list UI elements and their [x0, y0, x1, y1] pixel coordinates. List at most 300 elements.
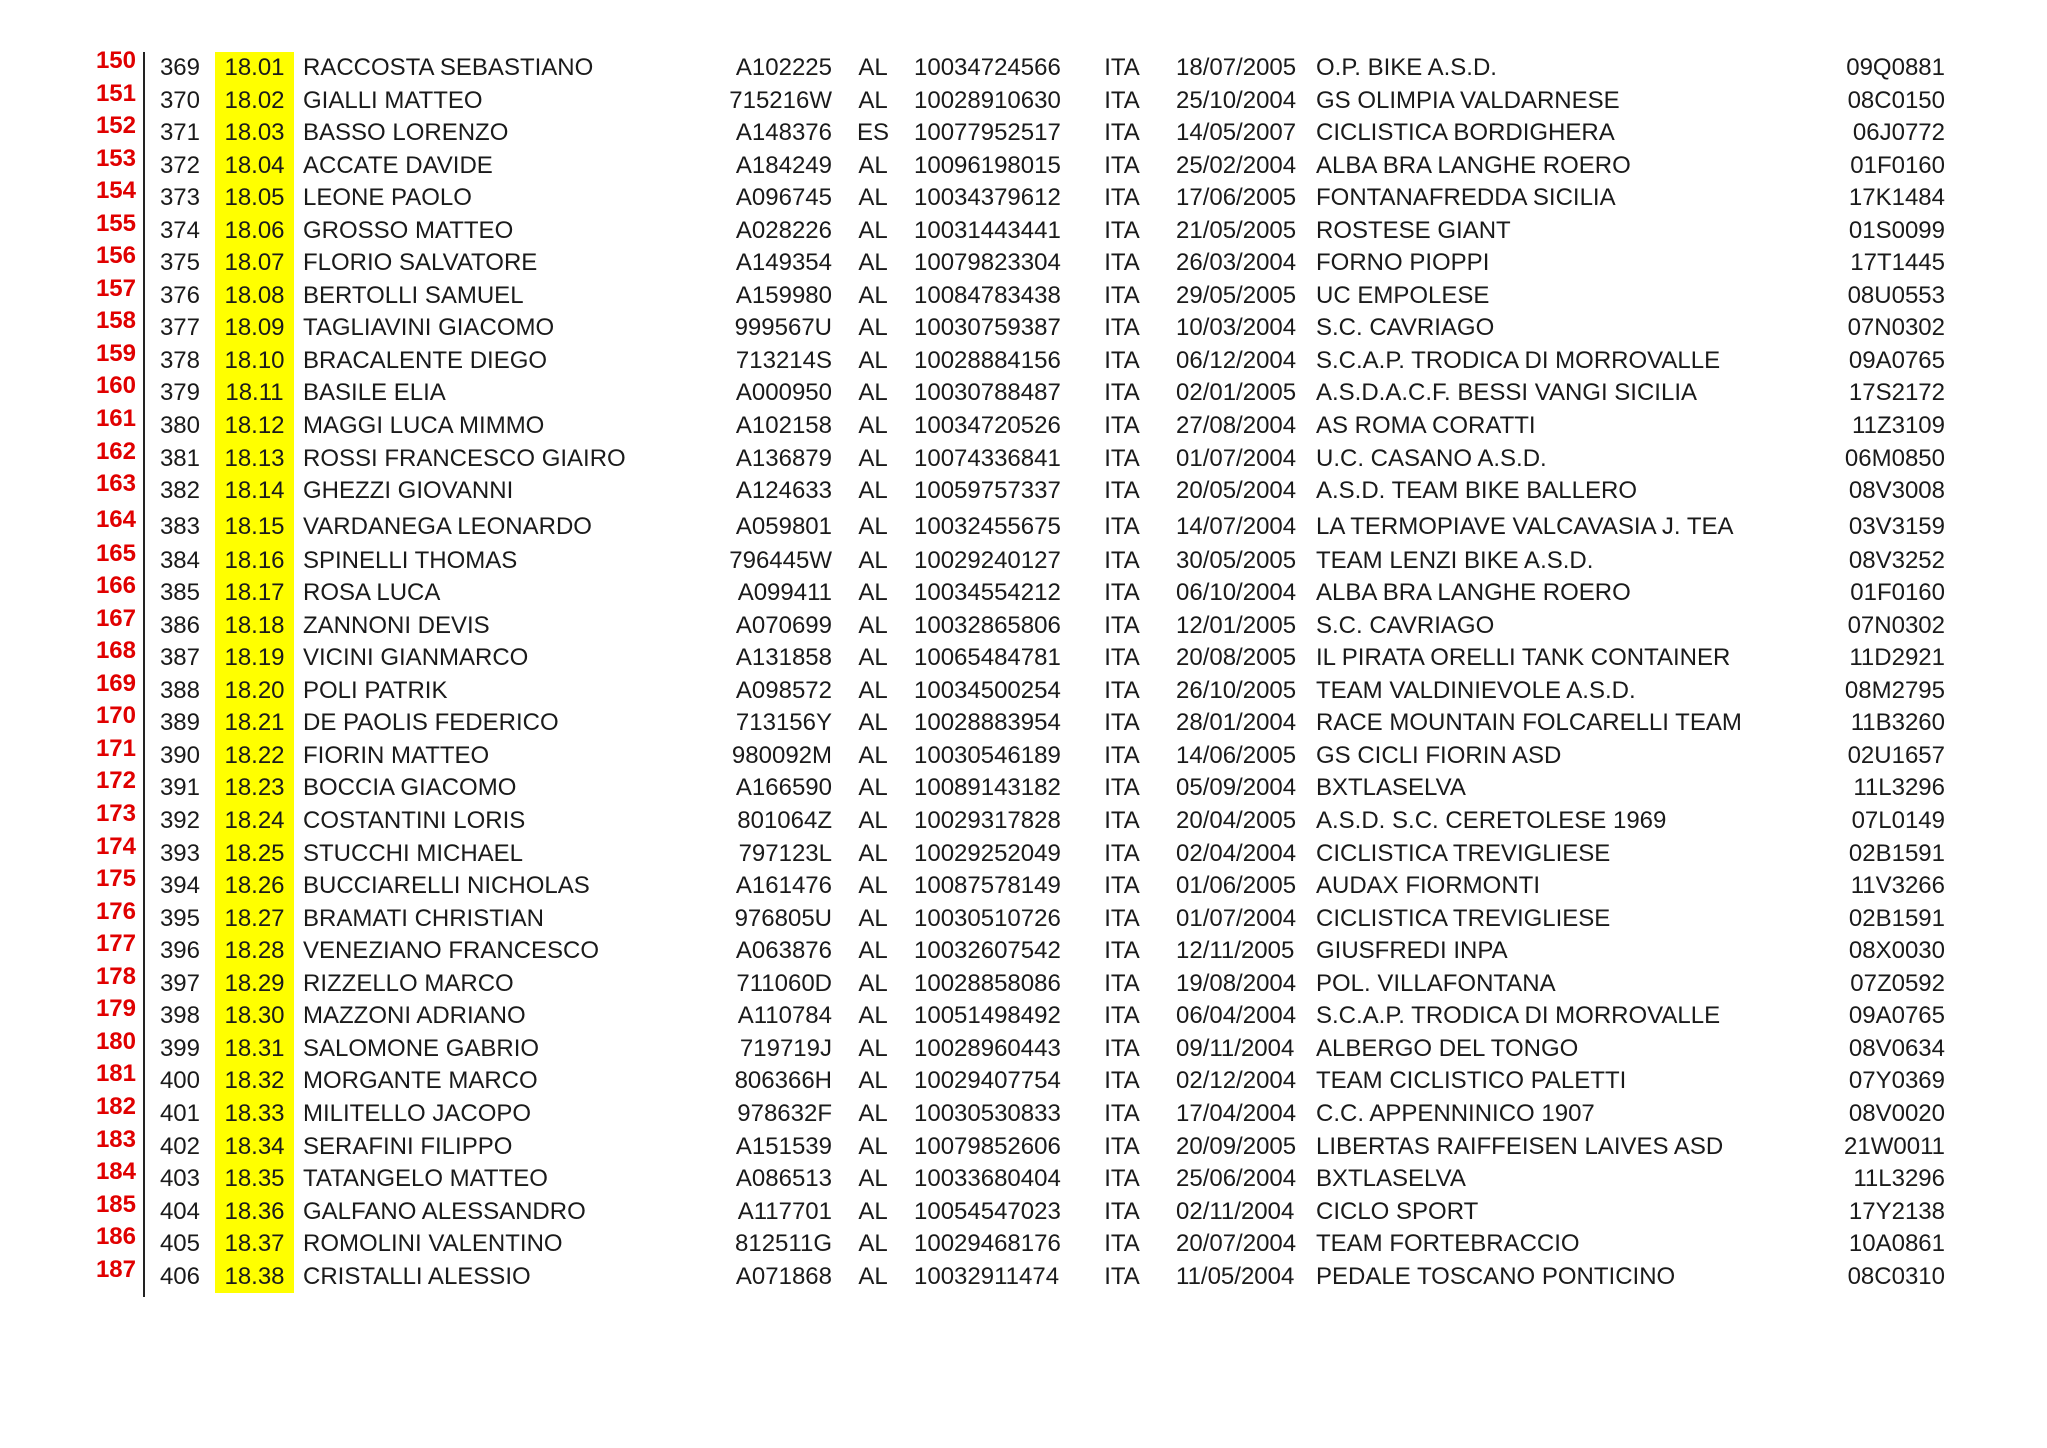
team-name: TEAM CICLISTICO PALETTI: [1316, 1067, 1627, 1095]
birth-date: 20/05/2004: [1176, 477, 1297, 505]
license-code: A166590: [735, 774, 832, 802]
category: AL: [858, 709, 888, 737]
bib-number: 378: [159, 346, 200, 374]
category: AL: [858, 1067, 888, 1095]
table-row: [0, 1027, 2047, 1066]
table-row: [0, 539, 2047, 578]
team-code: 11Z3109: [1852, 412, 1945, 440]
birth-date: 26/10/2005: [1176, 676, 1297, 704]
nationality: ITA: [1104, 216, 1140, 244]
license-code: A124633: [735, 477, 832, 505]
start-time: 18.36: [215, 1196, 294, 1229]
uci-id: 10084783438: [914, 281, 1061, 309]
uci-id: 10028884156: [914, 346, 1061, 374]
team-code: 01S0099: [1848, 216, 1945, 244]
uci-id: 10029240127: [914, 546, 1061, 574]
team-name: FORNO PIOPPI: [1316, 249, 1490, 277]
license-code: A151539: [735, 1132, 832, 1160]
rider-name: BRAMATI CHRISTIAN: [303, 904, 544, 932]
start-time: 18.34: [215, 1131, 294, 1164]
license-code: A117701: [737, 1197, 832, 1225]
birth-date: 20/09/2005: [1176, 1132, 1297, 1160]
category: AL: [858, 412, 888, 440]
team-name: BXTLASELVA: [1316, 774, 1466, 802]
category: AL: [858, 579, 888, 607]
rider-name: VARDANEGA LEONARDO: [303, 512, 592, 540]
rider-name: SPINELLI THOMAS: [303, 546, 518, 574]
rider-name: BASILE ELIA: [303, 379, 446, 407]
bib-number: 391: [159, 774, 200, 802]
nationality: ITA: [1104, 709, 1140, 737]
start-time: 18.28: [215, 935, 294, 968]
category: AL: [858, 1230, 888, 1258]
rider-name: STUCCHI MICHAEL: [303, 839, 524, 867]
bib-number: 393: [159, 839, 200, 867]
birth-date: 12/01/2005: [1176, 611, 1297, 639]
uci-id: 10089143182: [914, 774, 1061, 802]
position-number: 162: [95, 437, 136, 465]
birth-date: 02/12/2004: [1176, 1067, 1297, 1095]
team-name: ROSTESE GIANT: [1316, 216, 1511, 244]
rider-name: ROSA LUCA: [303, 579, 441, 607]
nationality: ITA: [1104, 839, 1140, 867]
uci-id: 10065484781: [914, 644, 1061, 672]
team-code: 11B3260: [1850, 709, 1945, 737]
rider-name: BASSO LORENZO: [303, 119, 509, 147]
nationality: ITA: [1104, 579, 1140, 607]
uci-id: 10032911474: [914, 1262, 1060, 1290]
uci-id: 10028858086: [914, 969, 1061, 997]
start-time: 18.18: [215, 610, 294, 643]
position-number: 183: [95, 1125, 136, 1153]
rider-name: BERTOLLI SAMUEL: [303, 281, 524, 309]
table-row: [0, 669, 2047, 708]
team-code: 17Y2138: [1848, 1197, 1945, 1225]
category: AL: [858, 444, 888, 472]
team-code: 07N0302: [1847, 611, 1945, 639]
team-code: 02B1591: [1848, 839, 1945, 867]
uci-id: 10030759387: [914, 314, 1061, 342]
start-time: 18.35: [215, 1163, 294, 1196]
nationality: ITA: [1104, 119, 1140, 147]
rider-name: FIORIN MATTEO: [303, 741, 490, 769]
license-code: A099411: [737, 579, 832, 607]
table-row: [0, 702, 2047, 740]
team-code: 08V0634: [1848, 1034, 1945, 1062]
team-name: IL PIRATA ORELLI TANK CONTAINER: [1316, 644, 1731, 672]
bib-number: 385: [159, 579, 200, 607]
license-code: A071868: [735, 1262, 832, 1290]
license-code: A149354: [735, 249, 832, 277]
category: AL: [858, 546, 888, 574]
table-row: [0, 832, 2047, 871]
nationality: ITA: [1104, 477, 1140, 505]
position-number: 182: [95, 1092, 136, 1120]
team-name: BXTLASELVA: [1316, 1165, 1466, 1193]
birth-date: 01/07/2004: [1176, 904, 1297, 932]
uci-id: 10029317828: [914, 807, 1061, 835]
birth-date: 01/07/2004: [1176, 444, 1297, 472]
team-code: 08V3008: [1848, 477, 1945, 505]
rider-name: GIALLI MATTEO: [303, 86, 483, 114]
category: AL: [858, 151, 888, 179]
license-code: A096745: [735, 184, 832, 212]
category: AL: [858, 249, 888, 277]
team-code: 08X0030: [1848, 937, 1945, 965]
uci-id: 10074336841: [914, 444, 1061, 472]
license-code: 812511G: [735, 1230, 832, 1258]
category: AL: [858, 314, 888, 342]
birth-date: 21/05/2005: [1176, 216, 1297, 244]
start-time: 18.17: [215, 577, 294, 610]
team-code: 03V3159: [1848, 512, 1945, 540]
rider-name: BOCCIA GIACOMO: [303, 774, 517, 802]
uci-id: 10030530833: [914, 1099, 1061, 1127]
license-code: A070699: [735, 611, 832, 639]
team-name: GS CICLI FIORIN ASD: [1316, 741, 1562, 769]
start-time: 18.06: [215, 215, 294, 248]
birth-date: 06/12/2004: [1176, 346, 1297, 374]
team-name: FONTANAFREDDA SICILIA: [1316, 184, 1616, 212]
rider-name: ACCATE DAVIDE: [303, 151, 493, 179]
nationality: ITA: [1104, 184, 1140, 212]
license-code: 796445W: [729, 546, 832, 574]
start-time: 18.23: [215, 772, 294, 805]
team-code: 07N0302: [1847, 314, 1945, 342]
birth-date: 29/05/2005: [1176, 281, 1297, 309]
team-name: CICLISTICA TREVIGLIESE: [1316, 904, 1611, 932]
category: AL: [858, 379, 888, 407]
category: AL: [858, 872, 888, 900]
uci-id: 10079823304: [914, 249, 1061, 277]
rider-name: GALFANO ALESSANDRO: [303, 1197, 586, 1225]
nationality: ITA: [1104, 872, 1140, 900]
license-code: A136879: [735, 444, 832, 472]
rider-name: POLI PATRIK: [303, 676, 448, 704]
team-code: 07Z0592: [1850, 969, 1945, 997]
table-row: [0, 865, 2047, 903]
position-number: 180: [95, 1027, 136, 1055]
uci-id: 10030546189: [914, 741, 1061, 769]
team-name: LA TERMOPIAVE VALCAVASIA J. TEA: [1316, 512, 1734, 540]
uci-id: 10031443441: [914, 216, 1061, 244]
license-code: A161476: [735, 872, 832, 900]
uci-id: 10029252049: [914, 839, 1061, 867]
table-row: [0, 1223, 2047, 1261]
position-number: 170: [95, 702, 136, 730]
rider-name: MAGGI LUCA MIMMO: [303, 412, 545, 440]
category: AL: [858, 281, 888, 309]
category: AL: [858, 1132, 888, 1160]
table-row: [0, 79, 2047, 118]
start-time: 18.25: [215, 838, 294, 871]
team-name: CICLISTICA TREVIGLIESE: [1316, 839, 1611, 867]
uci-id: 10087578149: [914, 872, 1061, 900]
uci-id: 10079852606: [914, 1132, 1061, 1160]
team-name: S.C.A.P. TRODICA DI MORROVALLE: [1316, 1002, 1721, 1030]
start-time: 18.15: [215, 508, 294, 545]
bib-number: 376: [159, 281, 200, 309]
position-number: 151: [95, 79, 136, 107]
position-number: 184: [95, 1158, 136, 1186]
birth-date: 05/09/2004: [1176, 774, 1297, 802]
team-code: 07Y0369: [1848, 1067, 1945, 1095]
uci-id: 10032455675: [914, 512, 1061, 540]
position-number: 168: [95, 637, 136, 665]
team-name: O.P. BIKE A.S.D.: [1316, 54, 1497, 81]
table-row: [0, 177, 2047, 215]
table-row: [0, 572, 2047, 610]
table-row: [0, 767, 2047, 805]
team-name: S.C. CAVRIAGO: [1316, 611, 1495, 639]
team-code: 10A0861: [1848, 1230, 1945, 1258]
rider-name: TAGLIAVINI GIACOMO: [303, 314, 555, 342]
birth-date: 18/07/2005: [1176, 54, 1297, 81]
rider-name: GHEZZI GIOVANNI: [303, 477, 514, 505]
team-name: ALBA BRA LANGHE ROERO: [1316, 151, 1631, 179]
bib-number: 370: [159, 86, 200, 114]
bib-number: 382: [159, 477, 200, 505]
start-time: 18.20: [215, 675, 294, 708]
start-time: 18.14: [215, 475, 294, 508]
team-code: 09Q0881: [1846, 54, 1945, 81]
team-code: 11V3266: [1850, 872, 1945, 900]
license-code: A063876: [735, 937, 832, 965]
nationality: ITA: [1104, 379, 1140, 407]
table-row: [0, 47, 2047, 85]
position-number: 152: [95, 112, 136, 140]
start-time: 18.26: [215, 870, 294, 903]
birth-date: 14/05/2007: [1176, 119, 1297, 147]
start-time: 18.38: [215, 1261, 294, 1294]
rider-name: CRISTALLI ALESSIO: [303, 1262, 531, 1290]
category: AL: [858, 346, 888, 374]
team-name: A.S.D. S.C. CERETOLESE 1969: [1316, 807, 1667, 835]
start-time: 18.05: [215, 182, 294, 215]
rider-name: ROMOLINI VALENTINO: [303, 1230, 563, 1258]
category: AL: [858, 512, 888, 540]
bib-number: 387: [159, 644, 200, 672]
team-code: 08V0020: [1848, 1099, 1945, 1127]
uci-id: 10029407754: [914, 1067, 1061, 1095]
bib-number: 398: [159, 1002, 200, 1030]
position-number: 169: [95, 669, 136, 697]
position-number: 171: [95, 734, 136, 762]
bib-number: 375: [159, 249, 200, 277]
start-time: 18.13: [215, 443, 294, 476]
category: AL: [858, 1034, 888, 1062]
nationality: ITA: [1104, 1034, 1140, 1062]
start-time: 18.04: [215, 150, 294, 183]
uci-id: 10051498492: [914, 1002, 1061, 1030]
nationality: ITA: [1104, 1002, 1140, 1030]
bib-number: 369: [159, 54, 200, 81]
uci-id: 10032607542: [914, 937, 1061, 965]
start-time: 18.02: [215, 85, 294, 118]
nationality: ITA: [1104, 1197, 1140, 1225]
position-number: 160: [95, 372, 136, 400]
table-row: [0, 1190, 2047, 1229]
birth-date: 06/10/2004: [1176, 579, 1297, 607]
uci-id: 10028883954: [914, 709, 1061, 737]
team-code: 17S2172: [1848, 379, 1945, 407]
license-code: A131858: [735, 644, 832, 672]
rider-name: MAZZONI ADRIANO: [303, 1002, 526, 1030]
uci-id: 10029468176: [914, 1230, 1061, 1258]
license-code: 797123L: [738, 839, 832, 867]
birth-date: 09/11/2004: [1176, 1034, 1295, 1062]
bib-number: 386: [159, 611, 200, 639]
start-time: 18.22: [215, 740, 294, 773]
uci-id: 10028910630: [914, 86, 1061, 114]
start-time: 18.10: [215, 345, 294, 378]
team-code: 11L3296: [1853, 774, 1945, 802]
category: AL: [858, 676, 888, 704]
team-name: GS OLIMPIA VALDARNESE: [1316, 86, 1620, 114]
table-row: [0, 734, 2047, 773]
rider-name: VENEZIANO FRANCESCO: [303, 937, 600, 965]
team-code: 09A0765: [1848, 1002, 1945, 1030]
bib-number: 371: [159, 119, 200, 147]
start-time: 18.12: [215, 410, 294, 443]
license-code: A098572: [735, 676, 832, 704]
category: ES: [856, 119, 889, 147]
uci-id: 10033680404: [914, 1165, 1061, 1193]
nationality: ITA: [1104, 1099, 1140, 1127]
team-name: CICLO SPORT: [1316, 1197, 1479, 1225]
bib-number: 372: [159, 151, 200, 179]
license-code: A086513: [735, 1165, 832, 1193]
birth-date: 28/01/2004: [1176, 709, 1297, 737]
bib-number: 384: [159, 546, 200, 574]
bib-number: 396: [159, 937, 200, 965]
category: AL: [858, 807, 888, 835]
bib-number: 390: [159, 741, 200, 769]
team-code: 11L3296: [1853, 1165, 1945, 1193]
uci-id: 10028960443: [914, 1034, 1061, 1062]
nationality: ITA: [1104, 1165, 1140, 1193]
uci-id: 10034720526: [914, 412, 1061, 440]
license-code: 715216W: [729, 86, 832, 114]
category: AL: [858, 937, 888, 965]
bib-number: 405: [159, 1230, 200, 1258]
team-name: PEDALE TOSCANO PONTICINO: [1316, 1262, 1676, 1290]
table-row: [0, 1125, 2047, 1164]
nationality: ITA: [1104, 1132, 1140, 1160]
category: AL: [858, 1262, 888, 1290]
position-number: 187: [95, 1255, 136, 1283]
rider-name: COSTANTINI LORIS: [303, 807, 526, 835]
nationality: ITA: [1104, 151, 1140, 179]
table-row: [0, 962, 2047, 1001]
birth-date: 20/04/2005: [1176, 807, 1297, 835]
start-time: 18.16: [215, 545, 294, 578]
table-row: [0, 339, 2047, 378]
rider-name: BRACALENTE DIEGO: [303, 346, 548, 374]
team-code: 09A0765: [1848, 346, 1945, 374]
table-row: [0, 437, 2047, 476]
rider-name: ZANNONI DEVIS: [303, 611, 490, 639]
table-row: [0, 604, 2047, 643]
table-row: [0, 112, 2047, 150]
bib-number: 380: [159, 412, 200, 440]
nationality: ITA: [1104, 412, 1140, 440]
table-row: [0, 242, 2047, 280]
birth-date: 27/08/2004: [1176, 412, 1297, 440]
uci-id: 10034379612: [914, 184, 1061, 212]
birth-date: 25/02/2004: [1176, 151, 1297, 179]
category: AL: [858, 741, 888, 769]
team-code: 08U0553: [1847, 281, 1945, 309]
bib-number: 392: [159, 807, 200, 835]
position-number: 159: [95, 339, 136, 367]
table-row: [0, 209, 2047, 248]
rider-name: LEONE PAOLO: [303, 184, 472, 212]
table-row: [0, 505, 2047, 545]
team-name: ALBERGO DEL TONGO: [1316, 1034, 1579, 1062]
position-number: 164: [95, 505, 136, 533]
category: AL: [858, 216, 888, 244]
birth-date: 01/06/2005: [1176, 872, 1297, 900]
table-row: [0, 1092, 2047, 1131]
bib-number: 404: [159, 1197, 200, 1225]
license-code: 711060D: [736, 969, 832, 997]
team-name: POL. VILLAFONTANA: [1316, 969, 1556, 997]
team-code: 01F0160: [1850, 579, 1945, 607]
table-row: [0, 307, 2047, 345]
category: AL: [858, 184, 888, 212]
rider-name: VICINI GIANMARCO: [303, 644, 529, 672]
license-code: 999567U: [734, 314, 832, 342]
rider-name: SALOMONE GABRIO: [303, 1034, 540, 1062]
position-number: 174: [95, 832, 136, 860]
category: AL: [858, 774, 888, 802]
category: AL: [858, 839, 888, 867]
position-number: 178: [95, 962, 136, 990]
start-time: 18.37: [215, 1228, 294, 1261]
team-code: 21W0011: [1844, 1132, 1945, 1160]
bib-number: 373: [159, 184, 200, 212]
nationality: ITA: [1104, 1230, 1140, 1258]
birth-date: 11/05/2004: [1176, 1262, 1295, 1290]
table-row: [0, 470, 2047, 508]
uci-id: 10030788487: [914, 379, 1061, 407]
start-time: 18.21: [215, 707, 294, 740]
category: AL: [858, 1165, 888, 1193]
team-name: LIBERTAS RAIFFEISEN LAIVES ASD: [1316, 1132, 1724, 1160]
table-row: [0, 800, 2047, 838]
uci-id: 10034500254: [914, 676, 1061, 704]
birth-date: 20/08/2005: [1176, 644, 1297, 672]
license-code: A000950: [735, 379, 832, 407]
team-code: 07L0149: [1851, 807, 1945, 835]
table-row: [0, 144, 2047, 183]
position-number: 186: [95, 1223, 136, 1251]
position-number: 179: [95, 995, 136, 1023]
nationality: ITA: [1104, 741, 1140, 769]
birth-date: 17/06/2005: [1176, 184, 1297, 212]
bib-number: 381: [159, 444, 200, 472]
nationality: ITA: [1104, 546, 1140, 574]
team-code: 17K1484: [1848, 184, 1945, 212]
uci-id: 10096198015: [914, 151, 1061, 179]
category: AL: [858, 86, 888, 114]
rider-name: ROSSI FRANCESCO GIAIRO: [303, 444, 626, 472]
uci-id: 10034724566: [914, 54, 1061, 81]
position-number: 177: [95, 930, 136, 958]
team-code: 08M2795: [1844, 676, 1945, 704]
start-time: 18.07: [215, 247, 294, 280]
